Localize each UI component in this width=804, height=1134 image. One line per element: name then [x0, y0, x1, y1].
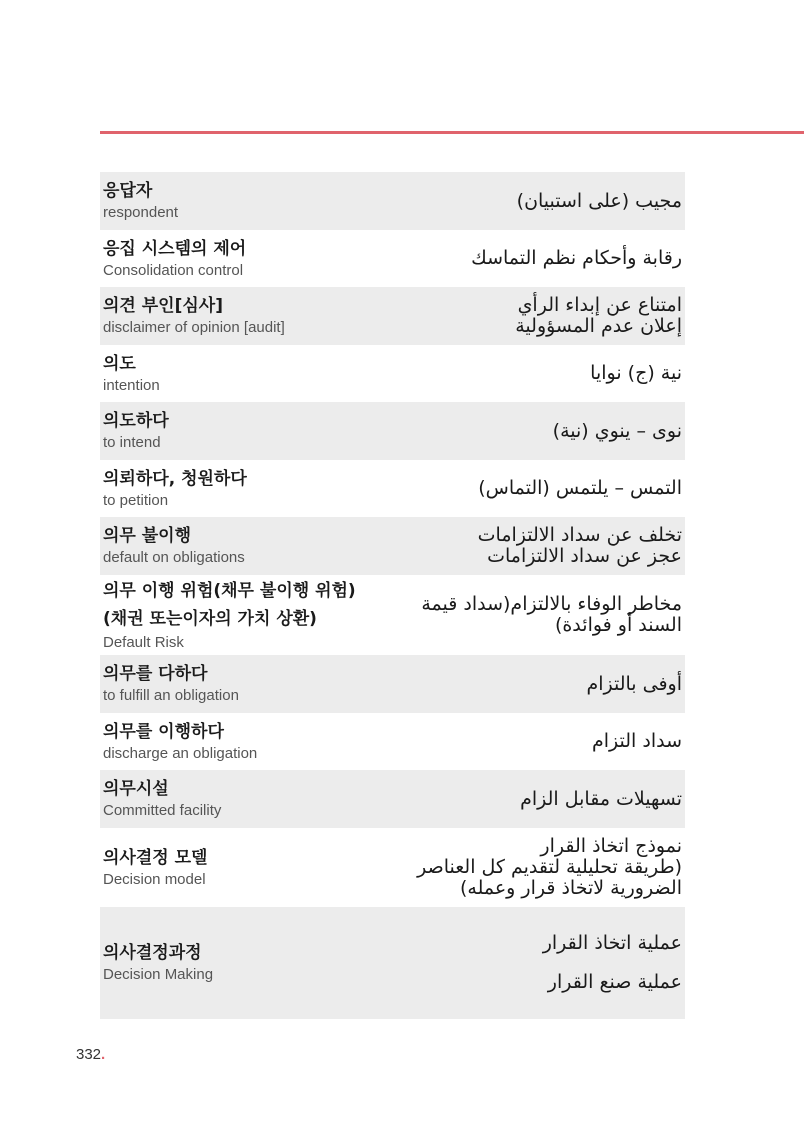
korean-term: 응답자 [103, 181, 153, 201]
arabic-term: أوفى بالتزام [586, 672, 682, 695]
korean-english-cell [103, 294, 285, 338]
glossary-row [100, 828, 685, 907]
arabic-term: التمس – يلتمس (التماس) [478, 477, 682, 499]
arabic-term: رقابة وأحكام نظم التماسك [471, 247, 682, 269]
korean-english-cell [103, 662, 239, 706]
english-term: to petition [103, 491, 169, 509]
top-accent-rule [100, 131, 804, 134]
page-number-text: 332 [76, 1046, 102, 1063]
arabic-cell [247, 478, 682, 499]
arabic-term: عملية صنع القرار [547, 971, 682, 993]
korean-english-cell [103, 467, 247, 511]
arabic-term: نية (ج) نوايا [590, 362, 682, 384]
english-term: Decision model [103, 870, 206, 888]
korean-term: 의무 불이행 [103, 526, 192, 546]
glossary-row [100, 575, 685, 655]
arabic-term: عملية اتخاذ القرار [542, 932, 682, 954]
glossary-row [100, 713, 685, 770]
glossary-row [100, 517, 685, 575]
korean-english-cell [103, 577, 356, 653]
korean-english-cell [103, 777, 221, 821]
arabic-cell [169, 421, 682, 442]
glossary-row [100, 230, 685, 287]
english-term: intention [103, 376, 160, 394]
korean-term: 의뢰하다, 청원하다 [103, 468, 247, 489]
korean-term: 응집 시스템의 제어 [103, 238, 247, 259]
arabic-term: نوى – ينوي (نية) [552, 419, 682, 442]
english-term: respondent [103, 204, 179, 221]
arabic-cell [213, 933, 682, 993]
arabic-term: السند أو فوائدة) [554, 614, 682, 636]
arabic-cell [178, 191, 682, 212]
english-term: to intend [103, 434, 161, 451]
english-term: disclaimer of opinion [audit] [103, 319, 285, 336]
arabic-term: إعلان عدم المسؤولية [515, 315, 682, 337]
korean-english-cell [103, 524, 245, 568]
korean-term: 의도하다 [103, 411, 169, 431]
korean-term: 의무를 다하다 [103, 664, 208, 684]
korean-term: 의무를 이행하다 [103, 721, 224, 742]
page-number-dot: . [101, 1046, 106, 1063]
glossary-row [100, 172, 685, 230]
arabic-term: امتناع عن إبداء الرأي [517, 294, 682, 316]
glossary-row [100, 402, 685, 460]
korean-term: 의무 이행 위험(채무 불이행 위험) [103, 581, 356, 601]
korean-english-cell [103, 179, 178, 223]
arabic-cell [221, 789, 682, 810]
korean-english-cell [103, 720, 257, 764]
english-term: Default Risk [103, 634, 184, 651]
english-term: discharge an obligation [103, 744, 258, 762]
glossary-row [100, 655, 685, 713]
english-term: Consolidation control [103, 261, 244, 279]
glossary-row [100, 460, 685, 517]
arabic-cell [246, 248, 682, 269]
korean-english-cell [103, 237, 246, 281]
arabic-term: مجيب (على استبيان) [516, 189, 682, 212]
korean-term: (채권 또는이자의 가치 상환) [103, 609, 317, 629]
arabic-cell [239, 674, 682, 695]
glossary-row [100, 287, 685, 345]
arabic-term: الضرورية لاتخاذ قرار وعمله) [459, 877, 682, 899]
korean-term: 의무시설 [103, 779, 169, 799]
arabic-term: تسهيلات مقابل الزام [520, 787, 682, 810]
arabic-term: عجز عن سداد الالتزامات [487, 545, 682, 567]
english-term: to fulfill an obligation [103, 687, 239, 704]
glossary-table [100, 172, 685, 1019]
arabic-term: سداد التزام [592, 730, 682, 752]
english-term: Decision Making [103, 966, 214, 983]
korean-english-cell [103, 941, 213, 985]
arabic-term: تخلف عن سداد الالتزامات [477, 524, 682, 546]
glossary-row [100, 345, 685, 402]
arabic-term: نموذج اتخاذ القرار [540, 835, 682, 857]
korean-english-cell [103, 352, 160, 396]
arabic-term: (طريقة تحليلية لتقديم كل العناصر [417, 856, 682, 878]
english-term: default on obligations [103, 549, 245, 566]
arabic-cell [160, 363, 682, 384]
korean-term: 의사결정과정 [103, 943, 202, 963]
page-number [76, 1046, 105, 1063]
korean-term: 의사결정 모델 [103, 847, 208, 868]
glossary-row [100, 907, 685, 1019]
korean-english-cell [103, 846, 207, 890]
arabic-cell [257, 731, 682, 752]
arabic-cell [285, 295, 682, 337]
arabic-cell [356, 594, 682, 636]
korean-term: 의견 부인[심사] [103, 296, 223, 316]
glossary-row [100, 770, 685, 828]
arabic-cell [245, 525, 682, 567]
english-term: Committed facility [103, 802, 222, 819]
arabic-term: مخاطر الوفاء بالالتزام(سداد قيمة [421, 593, 682, 615]
arabic-cell [207, 836, 682, 899]
korean-english-cell [103, 409, 169, 453]
korean-term: 의도 [103, 353, 136, 374]
